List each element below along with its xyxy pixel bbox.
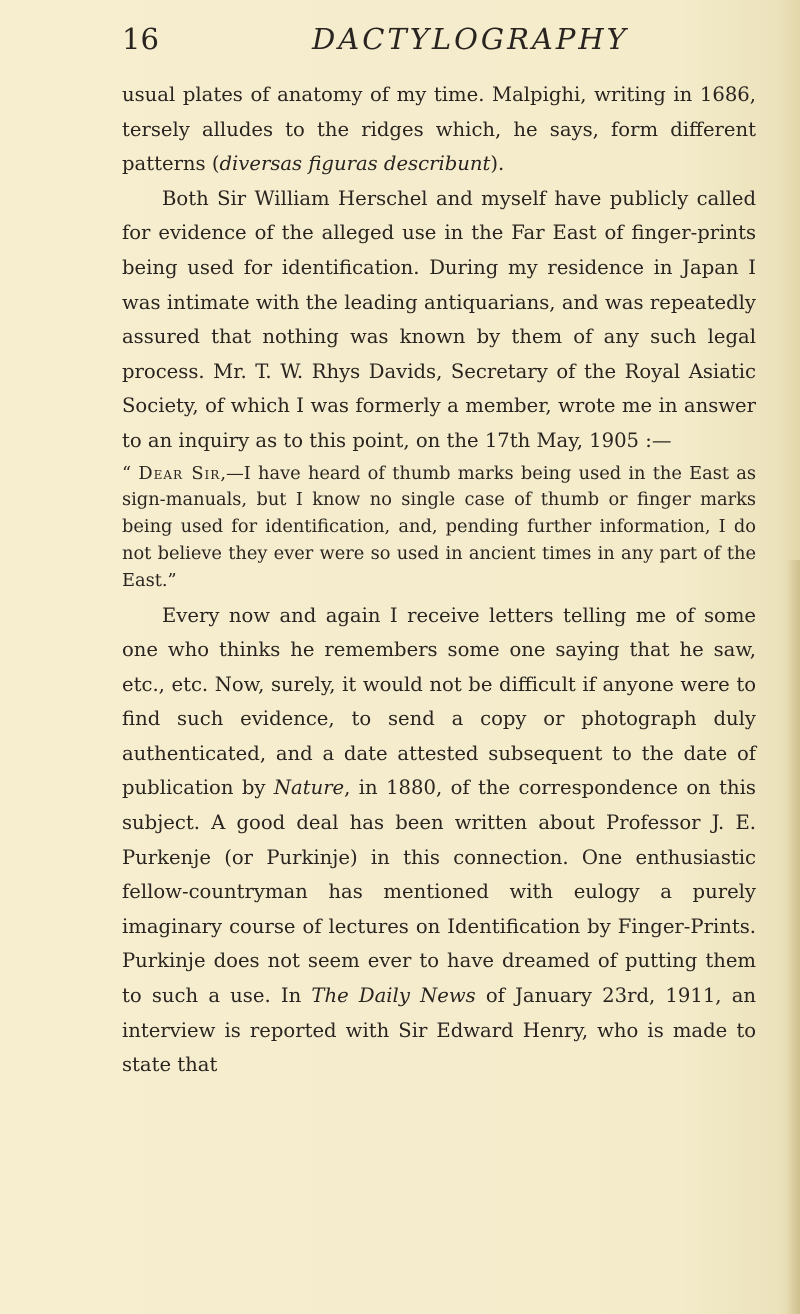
page-number: 16 bbox=[122, 22, 159, 56]
paragraph-text: ). bbox=[490, 152, 505, 176]
quotation-letter bbox=[122, 461, 756, 595]
paragraph-text: , in 1880, of the correspondence on this subject. A good deal has been written about Professor J. E. Purkenje (or Purkinje) in this connection. One enthusiastic fellow-countryman has mentioned with eulogy a purely imaginary course of lectures on Identification by Finger-Prints. Purkinje does not seem ever to have dreamed of putting them to such a use. In bbox=[122, 776, 756, 1008]
running-title: DACTYLOGRAPHY bbox=[312, 22, 629, 56]
paragraph-malpighi bbox=[122, 78, 756, 182]
journal-title: Nature bbox=[273, 776, 345, 800]
page-edge-shadow bbox=[786, 560, 800, 1314]
body-text bbox=[122, 78, 756, 1083]
paragraph-herschel: Both Sir William Herschel and myself have publicly called for evidence of the alleged use in the Far East of finger-prints being used for identification. During my residence in Japan I was intimate with the leading antiquarians, and was repeatedly assured that nothing was known by them of any such legal process. Mr. T. W. Rhys Davids, Secretary of the Royal Asiatic Society, of which I was formerly a member, wrote me in answer to an inquiry as to this point, on the 17th May, 1905 :— bbox=[122, 186, 756, 452]
quote-open-mark: “ bbox=[122, 462, 132, 484]
page-header bbox=[122, 22, 756, 66]
latin-phrase: diversas figuras describunt bbox=[219, 152, 491, 176]
paragraph-purkinje bbox=[122, 599, 756, 1083]
paragraph-text: Every now and again I receive letters telling me of some one who thinks he remembers some one saying that he saw, etc., etc. Now, surely, it would not be difficult if anyone were to find such evidence, to send a copy or photograph duly authenticated, and a date attested subsequent to the date of publication by bbox=[122, 603, 756, 800]
paragraph-text: usual plates of anatomy of my time. Malpighi, writing in 1686, tersely alludes to the ridges which, he says, form different patterns ( bbox=[122, 83, 756, 176]
quote-text: ,—I have heard of thumb marks being used in the East as sign-manuals, but I know no single case of thumb or finger marks being used for identification, and, pending further information, I do not believe they ever were so used in ancient times in any part of the East.” bbox=[122, 462, 757, 591]
paragraph-text: of January 23rd, 1911, an interview is reported with Sir Edward Henry, who is made to state that bbox=[122, 984, 756, 1077]
quote-salutation: Dear Sir bbox=[138, 462, 221, 484]
newspaper-title: The Daily News bbox=[311, 984, 476, 1008]
